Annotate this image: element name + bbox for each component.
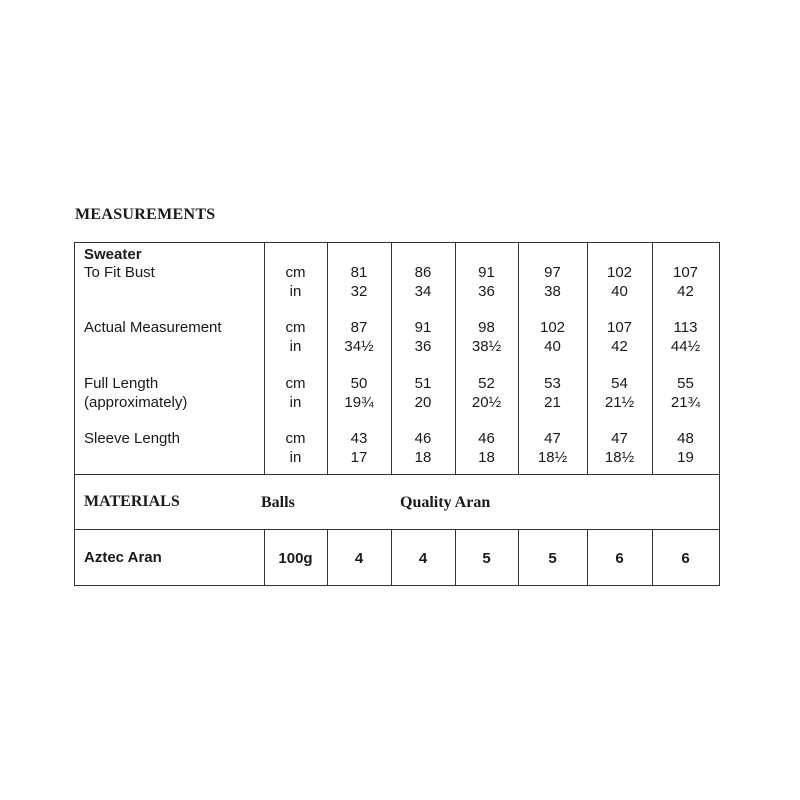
value-cell: 38½: [471, 338, 502, 355]
value-cell: 44½: [670, 338, 701, 355]
value-cell: 18½: [604, 449, 635, 466]
value-cell: 20: [414, 394, 432, 411]
value-cell: 21: [544, 394, 561, 411]
value-cell: 46: [414, 430, 432, 447]
unit-cm: cm: [285, 375, 306, 392]
value-cell: 40: [611, 283, 628, 300]
quality-label: Quality Aran: [400, 494, 491, 511]
ball-quantity: 5: [548, 550, 557, 567]
value-cell: 48: [677, 430, 694, 447]
value-cell: 18: [414, 449, 432, 466]
ball-quantity: 5: [482, 550, 491, 567]
ball-quantity: 6: [615, 550, 624, 567]
value-cell: 32: [350, 283, 368, 300]
value-cell: 53: [544, 375, 561, 392]
measurements-table: [74, 242, 720, 586]
ball-quantity: 4: [418, 550, 428, 567]
balls-label: Balls: [261, 494, 295, 511]
row-divider: [75, 474, 719, 475]
row-label-secondary: (approximately): [84, 394, 188, 411]
value-cell: 51: [414, 375, 432, 392]
value-cell: 43: [350, 430, 368, 447]
unit-in: in: [289, 449, 302, 466]
value-cell: 50: [350, 375, 368, 392]
unit-cm: cm: [285, 264, 306, 281]
value-cell: 47: [544, 430, 561, 447]
value-cell: 19: [677, 449, 694, 466]
value-cell: 18: [478, 449, 495, 466]
value-cell: 18½: [537, 449, 568, 466]
sweater-title: Sweater: [84, 246, 142, 263]
value-cell: 20½: [471, 394, 502, 411]
value-cell: 47: [611, 430, 628, 447]
row-label: Full Length: [84, 375, 159, 392]
value-cell: 36: [414, 338, 432, 355]
unit-in: in: [289, 394, 302, 411]
row-divider: [75, 529, 719, 530]
value-cell: 97: [544, 264, 561, 281]
value-cell: 98: [478, 319, 495, 336]
value-cell: 81: [350, 264, 368, 281]
unit-cm: cm: [285, 319, 306, 336]
ball-weight: 100g: [278, 550, 313, 567]
value-cell: 52: [478, 375, 495, 392]
value-cell: 102: [606, 264, 633, 281]
row-label: Sleeve Length: [84, 430, 180, 447]
ball-quantity: 6: [681, 550, 690, 567]
value-cell: 19¾: [344, 394, 374, 411]
value-cell: 21½: [604, 394, 635, 411]
unit-in: in: [289, 283, 302, 300]
unit-in: in: [289, 338, 302, 355]
unit-cm: cm: [285, 430, 306, 447]
value-cell: 91: [414, 319, 432, 336]
value-cell: 36: [478, 283, 495, 300]
value-cell: 46: [478, 430, 495, 447]
value-cell: 55: [677, 375, 694, 392]
value-cell: 38: [544, 283, 561, 300]
value-cell: 107: [606, 319, 633, 336]
value-cell: 21¾: [670, 394, 701, 411]
value-cell: 17: [350, 449, 368, 466]
measurements-heading: MEASUREMENTS: [75, 206, 216, 223]
value-cell: 107: [672, 264, 699, 281]
value-cell: 86: [414, 264, 432, 281]
value-cell: 87: [350, 319, 368, 336]
materials-heading: MATERIALS: [84, 493, 180, 510]
value-cell: 34½: [344, 338, 374, 355]
ball-quantity: 4: [354, 550, 364, 567]
row-label: Actual Measurement: [84, 319, 222, 336]
row-label: To Fit Bust: [84, 264, 155, 281]
value-cell: 42: [677, 283, 694, 300]
value-cell: 113: [673, 319, 698, 336]
value-cell: 102: [539, 319, 566, 336]
value-cell: 34: [414, 283, 432, 300]
value-cell: 54: [611, 375, 628, 392]
value-cell: 91: [478, 264, 495, 281]
yarn-name: Aztec Aran: [84, 549, 162, 566]
value-cell: 40: [544, 338, 561, 355]
value-cell: 42: [611, 338, 628, 355]
